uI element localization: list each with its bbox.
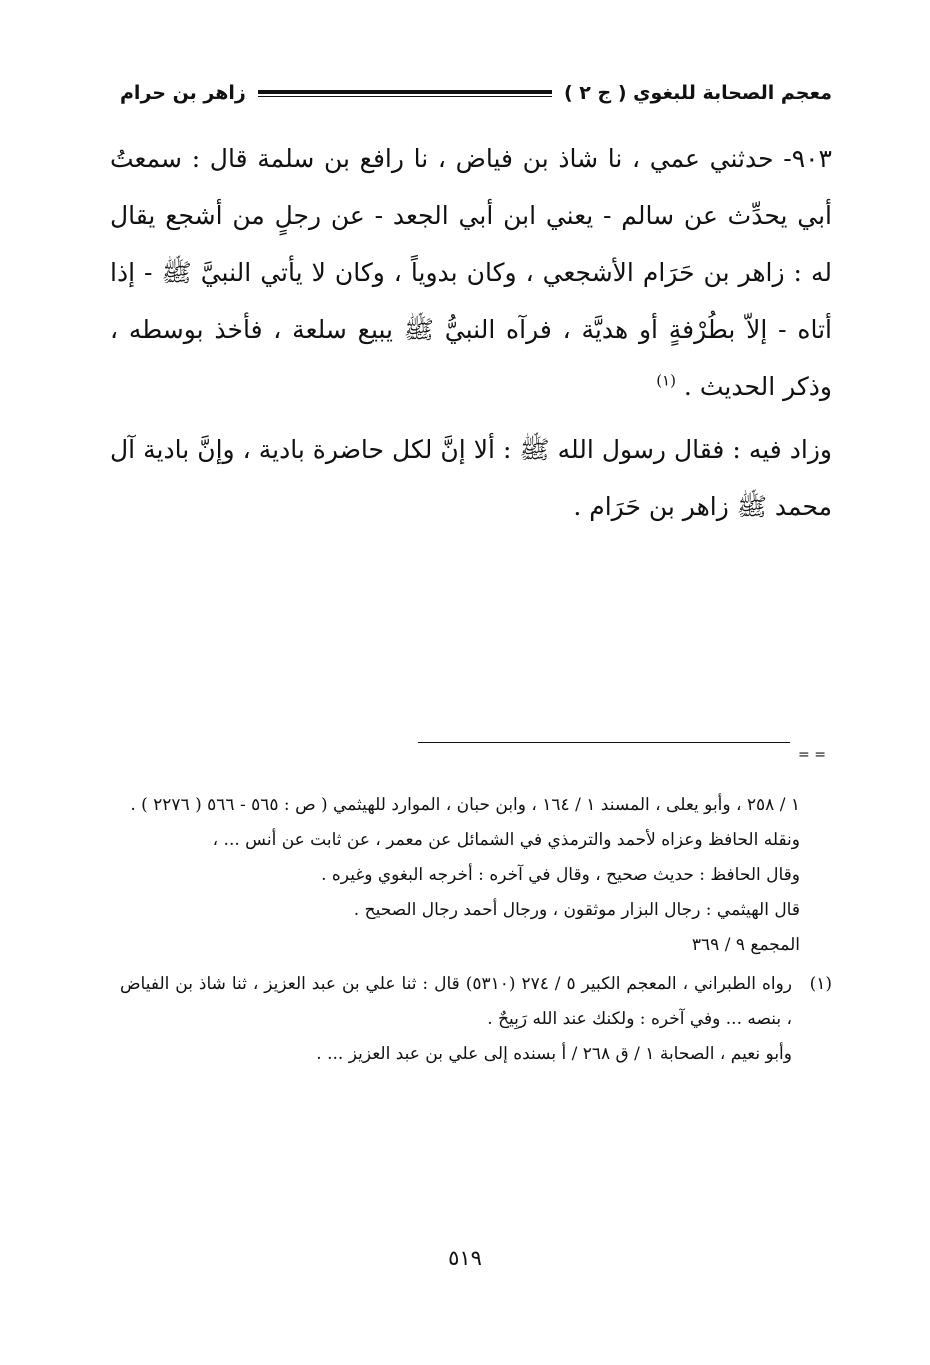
header-topic: زاهر بن حرام	[120, 82, 246, 104]
addition-paragraph: وزاد فيه : فقال رسول الله ﷺ : ألا إنَّ لكل حاضرة بادية ، وإنَّ بادية آل محمد ﷺ زاهر بن حَرَام .	[110, 435, 832, 521]
header-book-title: معجم الصحابة للبغوي ( ج ٢ )	[563, 82, 832, 104]
footnote-continuation-mark: = =	[798, 747, 826, 763]
footnote-line: وأبو نعيم ، الصحابة ١ / ق ٢٦٨ / أ بسنده إلى علي بن عبد العزيز ... .	[316, 1044, 792, 1064]
footnote-continued-line: ونقله الحافظ وعزاه لأحمد والترمذي في الشمائل عن معمر ، عن ثابت عن أنس ... ،	[212, 830, 800, 850]
footnote-reference: (١)	[656, 371, 676, 390]
page-number: ٥١٩	[448, 1246, 482, 1270]
header-rule	[258, 90, 552, 97]
footnotes	[120, 788, 832, 1072]
main-text	[110, 130, 832, 535]
footnote-1	[120, 967, 832, 1072]
hadith-paragraph	[110, 130, 832, 415]
running-header	[120, 76, 832, 110]
footnote-continued-line: وقال الحافظ : حديث صحيح ، وقال في آخره : أخرجه البغوي وغيره .	[321, 865, 800, 885]
footnote-line: رواه الطبراني ، المعجم الكبير ٥ / ٢٧٤ (٥٣١٠) قال : ثنا علي بن عبد العزيز ، ثنا شاذ بن الفياض ، بنصه ... وفي آخره : ولكنك عند الله رَبِيحٌ .	[120, 974, 792, 1029]
footnote-separator	[418, 742, 790, 743]
footnote-body	[120, 967, 792, 1072]
hadith-text: ٩٠٣- حدثني عمي ، نا شاذ بن فياض ، نا رافع بن سلمة قال : سمعتُ أبي يحدِّث عن سالم - يعني ابن أبي الجعد - عن رجلٍ من أشجع يقال له : زاهر بن حَرَام الأشجعي ، وكان بدوياً ، وكان لا يأتي النبيَّ ﷺ - إذا أتاه - إلاّ بطُرْفةٍ أو هديَّة ، فرآه النبيُّ ﷺ يبيع سلعة ، فأخذ بوسطه ، وذكر الحديث .	[110, 144, 832, 401]
footnote-continued-line: ١ / ٢٥٨ ، وأبو يعلى ، المسند ١ / ١٦٤ ، وابن حبان ، الموارد للهيثمي ( ص : ٥٦٥ - ٥٦٦ ( ٢٢٧٦ ) .	[130, 795, 800, 815]
footnote-continued-line: المجمع ٩ / ٣٦٩	[691, 935, 800, 955]
footnote-continued-line: قال الهيثمي : رجال البزار موثقون ، ورجال أحمد رجال الصحيح .	[353, 900, 800, 920]
footnote-number: (١)	[809, 974, 832, 994]
